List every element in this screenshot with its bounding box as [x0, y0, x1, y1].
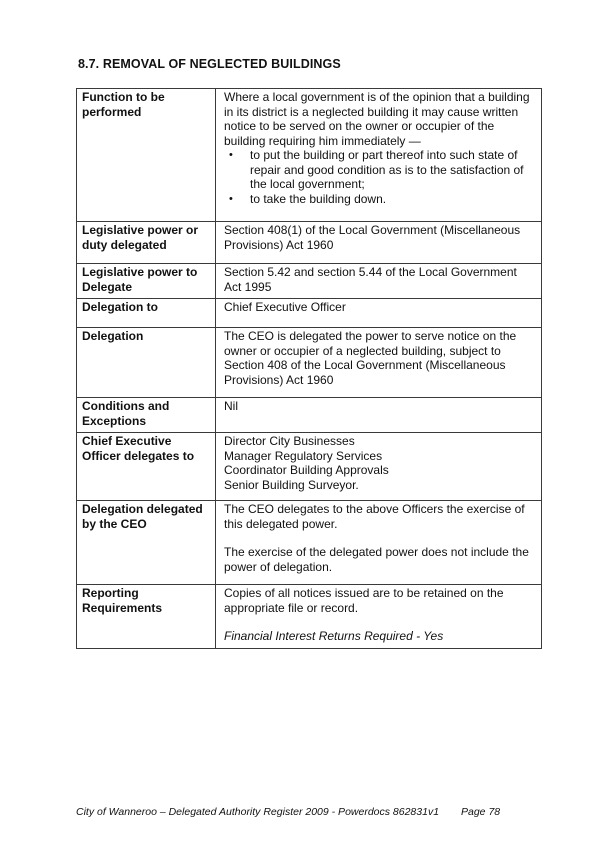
- row-label-conditions: Conditions and Exceptions: [77, 398, 216, 433]
- row-value-reporting: [216, 585, 542, 649]
- function-text: Where a local government is of the opinion that a building in its district is a neglected building it may cause written notice to be served on the owner or occupier of the building requiring him immediately —: [224, 90, 530, 148]
- row-label-ceo-delegates: Chief Executive Officer delegates to: [77, 433, 216, 501]
- officer-item: Senior Building Surveyor.: [224, 477, 359, 492]
- bullet-icon: •: [229, 192, 233, 205]
- officer-item: Director City Businesses: [224, 434, 355, 448]
- row-value-function: [216, 89, 542, 222]
- list-item: [229, 148, 536, 192]
- table-row: [77, 398, 542, 433]
- function-bullet-list: [224, 148, 536, 206]
- row-label-legislative-power: Legislative power or duty delegated: [77, 222, 216, 264]
- row-label-function: Function to be performed: [77, 89, 216, 222]
- page-number: Page 78: [461, 806, 501, 818]
- row-label-reporting: Reporting Requirements: [77, 585, 216, 649]
- table-row: [77, 89, 542, 222]
- table-row: [77, 585, 542, 649]
- table-row: [77, 433, 542, 501]
- delegated-text-1: The CEO delegates to the above Officers the exercise of this delegated power.: [224, 502, 525, 531]
- list-item: [229, 191, 536, 207]
- table-row: [77, 501, 542, 585]
- table-row: [77, 299, 542, 328]
- reporting-text-1: Copies of all notices issued are to be retained on the appropriate file or record.: [224, 586, 504, 615]
- table-row: [77, 264, 542, 299]
- table-row: [77, 328, 542, 398]
- row-label-delegation: Delegation: [77, 328, 216, 398]
- officer-item: Coordinator Building Approvals: [224, 463, 389, 477]
- row-label-power-to-delegate: Legislative power to Delegate: [77, 264, 216, 299]
- delegated-text-2: The exercise of the delegated power does not include the power of delegation.: [224, 545, 529, 574]
- delegation-table: [76, 88, 542, 649]
- row-value-delegation: The CEO is delegated the power to serve notice on the owner or occupier of a neglected building, subject to Section 408 of the Local Government (Miscellaneous Provisions) Act 1960: [216, 328, 542, 398]
- row-value-conditions: Nil: [216, 398, 542, 433]
- row-label-delegated-by-ceo: Delegation delegated by the CEO: [77, 501, 216, 585]
- footer-text: City of Wanneroo – Delegated Authority Register 2009 - Powerdocs 862831v1: [76, 806, 440, 818]
- bullet-icon: •: [229, 149, 233, 161]
- bullet-text: to take the building down.: [250, 191, 387, 206]
- reporting-text-2: Financial Interest Returns Required - Yes: [224, 629, 444, 643]
- row-value-legislative-power: Section 408(1) of the Local Government (Miscellaneous Provisions) Act 1960: [216, 222, 542, 264]
- row-value-delegation-to: Chief Executive Officer: [216, 299, 542, 328]
- row-value-ceo-delegates: [216, 433, 542, 501]
- bullet-text: to put the building or part thereof into such state of repair and good condition as is to the satisfaction of the local government;: [250, 148, 524, 191]
- officer-item: Manager Regulatory Services: [224, 448, 383, 463]
- table-row: [77, 222, 542, 264]
- page-footer: [76, 806, 546, 818]
- row-value-power-to-delegate: Section 5.42 and section 5.44 of the Local Government Act 1995: [216, 264, 542, 299]
- row-label-delegation-to: Delegation to: [77, 299, 216, 328]
- row-value-delegated-by-ceo: [216, 501, 542, 585]
- page-title: 8.7. REMOVAL OF NEGLECTED BUILDINGS: [78, 57, 341, 71]
